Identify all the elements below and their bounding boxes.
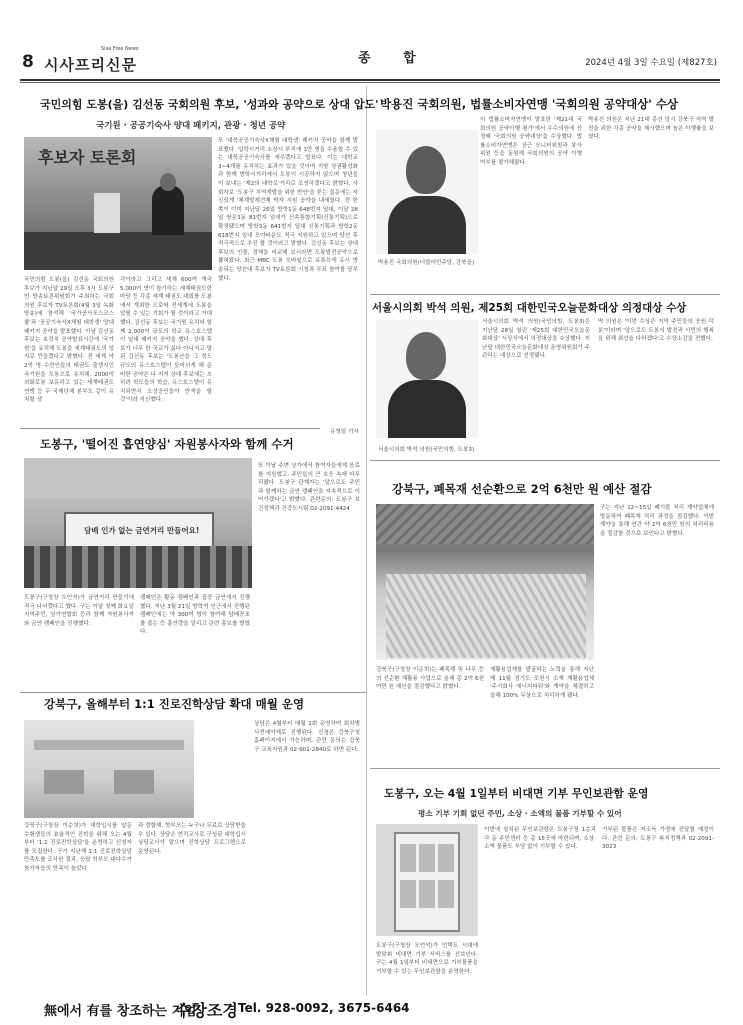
issue-date: 2024년 4월 3일 수요일 (제827호) <box>585 58 717 68</box>
photo-roof <box>376 504 594 544</box>
article-body: 도봉구(구청장 오언석)가 금연거리 만들기에 적극 나서겠다고 했다. 구는 이달 첫째 화요일 지역주민, 상가연합회 등과 함께 자원봉사자와 금연 캠페인을 진행했다. <box>24 595 134 627</box>
reporter-credit: 유영일 기자 <box>330 429 359 435</box>
photo-head <box>160 173 176 191</box>
portrait-head <box>406 146 446 194</box>
photo-caption: 서울시의회 박석 의원(국민의힘, 도봉3) <box>378 447 475 453</box>
photo-banner <box>34 740 184 750</box>
article-title: 서울시의회 박석 의원, 제25회 대한민국오늘문화대상 의정대상 수상 <box>372 302 687 314</box>
article-title: 도봉구, '떨어진 흡연양심' 자원봉사자와 함께 수거 <box>40 437 294 451</box>
photo-crowd <box>24 546 252 588</box>
article-title: 강북구, 올해부터 1:1 진로진학상담 확대 매월 운영 <box>44 697 305 711</box>
photo-wood-pile <box>386 574 586 658</box>
article-body: 서울시의회 박석 의원(국민의힘, 도봉3)은 지난달 28일 열린 '제25회 대한민국오늘문화대상' 시상식에서 의정대상을 수상했다. 지난달 대한민국오늘문화대상 운영위원회가 주관하는 대상으로 선정됐다. <box>482 319 590 360</box>
article-body: 기부된 물품은 저소득 가정에 전달될 예정이다. 관련 문의: 도봉구 복지정책과 02-2091-3023 <box>602 827 714 851</box>
portrait-suit <box>388 196 466 254</box>
portrait-photo <box>376 320 478 438</box>
section-rule <box>370 460 720 461</box>
header-rule-thin <box>20 82 720 83</box>
photo-podium <box>94 193 120 233</box>
article-body: 도봉구(구청장 오언석)가 언택트 시대에 발맞춰 비대면 기부 서비스를 선보인다. 구는 4월 1일부터 비대면으로 기부물품을 기부할 수 있는 무인보관함을 운영한다. <box>376 943 478 975</box>
counseling-photo <box>24 720 194 818</box>
photo-desk <box>24 232 212 270</box>
donation-box-photo <box>376 824 478 936</box>
ad-company: 수창조경 <box>176 1001 238 1020</box>
photo-caption: 박용진 국회의원(더불어민주당, 강북을) <box>378 260 475 266</box>
section-rule <box>20 692 366 693</box>
article-body: 박 의원은 '이번 수상은 지역 주민들의 응원 덕분'이라며 '앞으로도 도봉의 발전과 시민의 행복을 위해 최선을 다하겠다'고 수상소감을 전했다. <box>598 319 714 343</box>
article-body: 강북구(구청장 이순희)가 대학입시를 앞둔 수험생들의 효율적인 진학을 위해 오는 4월부터 '1:1 진로진학상담'을 운영하고 신청자를 모집한다. 구가 지난해 1:1 진로진학상담 만족도를 조사한 결과, 응답 학부모 대다수가 참가자들의 만족이 높았다. <box>24 823 132 872</box>
section-title: 종 합 <box>358 51 430 66</box>
section-rule <box>370 294 720 295</box>
ad-slogan: 無에서 有를 창조하는 기업 <box>44 1004 197 1019</box>
debate-photo <box>24 137 212 270</box>
article-body: 과 결합해, 학부모는 누구나 무료로 상담받을 수 있다. 상담은 현직교사로 구성된 대학입시 상담교사가 맡으며 진학상담 프로그램으로 운영된다. <box>138 823 246 855</box>
article-body: 또 '대학공공기숙사X체험 대학생' 패키지 공약을 함께 발표했다. 입학시거리 소장시 부지에 1만 명을 수용할 수 있는 대학공공기숙사를 세우겠다고 발표다. 이는 대학교 3~4개를 유치하는 효과가 있을 것이며 지방 상권활성화과 함께 방학시거리에서 도봉이 시공하지 않으며 청년들이 보내는 '제2의 대학로'거리로 조성하겠다고 밝혔다. 사회자로 '도봉구 지역개발을 위한 반안'을 묻는 질문에는 자신있게 '체계발제견제 박자 지원 공약을 내세웠다. 전 한쪽이 이미 지난달 26일 방학1동 648번지 일대, 이달 28일 쌍문3동 81번지 일대가 신속통합기획(신통기획)으로 확정됐으며 방학3동 641번지 일대 신통기획과 방학2동 618번지 일대 모아타운도 적극 지원하고 있으며 당선 후 적극적으로 추진 할 것이라고 밝혔다. 김선동 후보는 상대 후보의 인물, 정책을 비교해 보시라면 도봉발전공약으로 뽑혀왔다. 최근 MBC 도봉 모바일으로 유튜브에 유시 방송되는 당선대 후보자 TV토론회 시청과 투표 참여를 당부했다. <box>218 138 358 282</box>
article-body: 이 법률소비자연맹이 발표한 '제21대 국회의원 공약이행 평가'에서 우수의원에 선정돼 '국회의원 공약대상'을 수상했다. 법률소비자연맹은 상근 모니터위원과 봉사위원 등을 동원해 국회의원의 공약 이행 여부를 평가해왔다. <box>480 117 582 166</box>
section-rule <box>370 768 720 769</box>
portrait-head <box>406 332 446 380</box>
article-body: 박용진 의원은 지난 21대 총선 당시 강북구 지역 발전을 위한 각종 공약을 제시했으며 높은 이행률을 보였다. <box>588 117 714 141</box>
photo-building <box>24 458 252 498</box>
wood-pile-photo <box>376 504 594 660</box>
campaign-photo <box>24 458 252 588</box>
article-body: 국민의힘 도봉(을) 김선동 국회의원 후보가 지난달 29일 오후 3시 도봉구민 방송토론위원회가 주최하는 국회의원 후보자 TV토론회(4월 3일 녹화방송)에 참석해 '국가공사포스코스쿨'과 '공공기숙사X체험 대학생' 양대 패키지 공약을 발표했다. 이날 김선동 후보는 초정치 공약발표시간에 '국가원'을 유치해 도봉을 세계태권도의 성지로 만들겠다고 밝혔다. 전 세계 약 2억 명 수련인들의 태권도 출생지인 국기원을 도봉으로 유치해, 2000억 외화로봉 보유하고 있는 세계태권도연맹 등 두 국제단체 본부도 같이 유치할 생 <box>24 277 114 404</box>
article-subtitle: 국기원 · 공공기숙사 양대 패키지, 관광 · 청년 공약 <box>96 121 286 131</box>
article-body: 캠페인은 활동 캠페인과 집중 금연에서 진행했다. 지난 3월 21일 방학역 인근에서 진행된 캠페인에는 약 300여 명이 참여해 담배꽁초를 줍는 등 흡연량을 알리고 관련 홍보를 벌였다. <box>140 595 250 636</box>
article-body: 또 이날 주변 상가에서 참여자들에게 음료를 지원했고, 주민들의 큰 호응 속에 마무리됐다. 도봉구 관계자는 '앞으로도 주민과 함께하는 금연 캠페인을 지속적으로 이어가겠다'고 밝혔다. 관련문의: 도봉구 보건정책과 건강도시팀 02-2091-4424 <box>258 463 360 512</box>
article-title: 도봉구, 오는 4월 1일부터 비대면 기부 무인보관함 운영 <box>384 787 649 800</box>
article-body: 각이라고 그리고 세계 600여 개국 5,000여 명이 참가하는 세계태권도한마당 등 각종 세계 태권도 대회를 도봉에서 개최한 으로써 전세계에 도봉을 알릴 수 있는 기회가 될 것이라고 거대했다. 김선동 후보는 국기원 유치와 함께 2,000억 규모의 학교 유스호스텔이 일대 패키지 공약을 했다. 상대 후보가 너무 한 국교가 싫다 아니지고 말된 김선동 후보는 '도봉산을 그 정도 규모의 유스호스텔이 들어서게 해 준비한 공약은 다 지켜 상대 후보에는 오히려 학도들의 학습, 유스호스텔이 유치되면서 소상공인들이 반색을 할 것'이라 지신했다. <box>120 277 212 404</box>
column-divider <box>366 86 367 996</box>
campaign-banner-text: 담배 인가 없는 금연거리 만들어요! <box>84 526 200 535</box>
article-title: 국민의힘 도봉(을) 김선동 국회의원 후보, '성과와 공약으로 상대 압도' <box>40 98 379 111</box>
photo-candidate <box>152 185 184 235</box>
paper-name: 시사프리신문 <box>44 56 137 74</box>
article-body: 상담은 4월부터 매월 1회 운영하며 회차별 사전예약제로 진행된다. 신청은 강북구청 홈페이지에서 가능하며, 관련 문의는 강북구 교육지원과 02-901-2840로 하면 된다. <box>254 721 360 753</box>
article-body: 재활용업체를 발굴하는 노력을 통해 지난해 11월 경기도 포천시 소재 재활용업체 '주식회사 에너지파워'와 계약을 체결하고 올해 100% 무상으로 처리하게 됐다. <box>490 667 594 699</box>
section-rule <box>20 428 320 429</box>
article-body: 이번에 설치된 무인보관함은 도봉구청 1층과 각 동 주민센터 등 총 15곳에 마련되며, 소상·소액 물품도 부담 없이 기부할 수 있다. <box>484 827 596 851</box>
article-body: 구는 지난 12~15일 폐기물 처리 계약업체에 방문하여 폐목재 처리 과정을 점검했다. 이번 계약을 통해 연간 약 2억 6천만 원의 처리비용을 절감할 것으로 보인다고 밝혔다. <box>600 505 714 537</box>
article-title: 강북구, 폐목재 선순환으로 2억 6천만 원 예산 절감 <box>392 482 652 496</box>
portrait-photo <box>376 130 478 254</box>
paper-small-name: Sisa Free News <box>101 46 139 52</box>
locker-doors <box>400 880 454 908</box>
ad-phone: Tel. 928-0092, 3675-6464 <box>238 1001 410 1015</box>
portrait-suit <box>388 380 466 438</box>
locker-doors <box>400 844 454 872</box>
debate-banner-text: 후보자 토론회 <box>38 148 137 167</box>
photo-table <box>44 770 84 794</box>
article-body: 강북구(구청장 이순희)는 폐목재 및 나무 등의 선순환 재활용 사업으로 올해 총 2억 6천여만 원 예산을 절감했다고 밝혔다. <box>376 667 484 691</box>
article-subtitle: 평소 기부 기회 없던 주민, 소상 · 소액의 물품 기부할 수 있어 <box>418 809 622 818</box>
photo-table <box>114 770 154 794</box>
page-number: 8 <box>22 52 34 72</box>
header-rule <box>20 79 720 81</box>
article-title: 박용진 국회의원, 법률소비자연맹 '국회의원 공약대상' 수상 <box>380 97 679 111</box>
